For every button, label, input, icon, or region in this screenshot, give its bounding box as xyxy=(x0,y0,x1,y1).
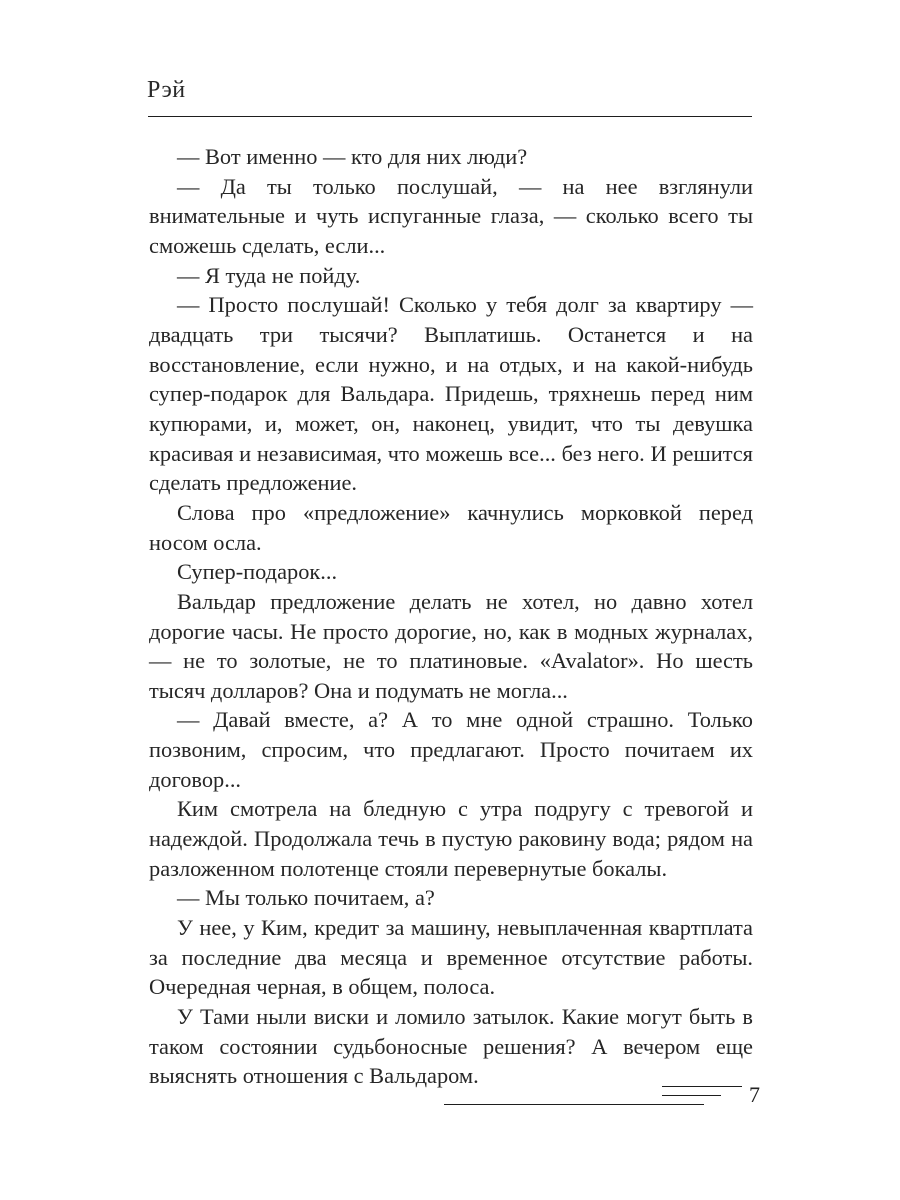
footer-ornament-rule-top xyxy=(662,1086,742,1087)
paragraph: Супер-подарок... xyxy=(177,559,338,585)
paragraph: Вальдар предложение делать не хотел, но давно хотел дорогие часы. Не просто дорогие, но, как в модных журналах, — не то золотые, не то платиновые. «Avalator». Но шесть тысяч долларов? Она и подумать не могла... xyxy=(149,588,753,703)
footer-ornament-rule-middle xyxy=(662,1095,721,1096)
footer-rule xyxy=(444,1104,704,1105)
running-head-title: Рэй xyxy=(147,77,186,103)
paragraph: — Мы только почитаем, а? xyxy=(177,885,435,911)
paragraph: — Давай вместе, а? А то мне одной страшно. Только позвоним, спросим, что предлагают. Просто почитаем их договор... xyxy=(149,707,753,792)
paragraph: Слова про «предложение» качнулись морковкой перед носом осла. xyxy=(149,499,753,555)
paragraph: — Да ты только послушай, — на нее взглянули внимательные и чуть испуганные глаза, — сколько всего ты сможешь сделать, если... xyxy=(149,173,753,258)
page-body-text xyxy=(149,142,753,1091)
page-number: 7 xyxy=(749,1082,760,1107)
paragraph: — Просто послушай! Сколько у тебя долг за квартиру — двадцать три тысячи? Выплатишь. Останется и на восстановление, если нужно, и на отдых, и на какой-нибудь супер-подарок для Вальдара. Придешь, тряхнешь перед ним купюрами, и, может, он, наконец, увидит, что ты девушка красивая и независимая, что можешь все... без него. И решится сделать предложение. xyxy=(149,292,753,496)
paragraph: У Тами ныли виски и ломило затылок. Какие могут быть в таком состоянии судьбоносные решения? А вечером еще выяснять отношения с Вальдаром. xyxy=(149,1004,753,1089)
paragraph: Ким смотрела на бледную с утра подругу с тревогой и надеждой. Продолжала течь в пустую раковину вода; рядом на разложенном полотенце стояли перевернутые бокалы. xyxy=(149,796,753,881)
header-rule xyxy=(148,116,752,117)
paragraph: — Я туда не пойду. xyxy=(177,262,361,288)
paragraph: — Вот именно — кто для них люди? xyxy=(177,144,528,169)
paragraph: У нее, у Ким, кредит за машину, невыплаченная квартплата за последние два месяца и временное отсутствие работы. Очередная черная, в общем, полоса. xyxy=(149,915,753,1000)
